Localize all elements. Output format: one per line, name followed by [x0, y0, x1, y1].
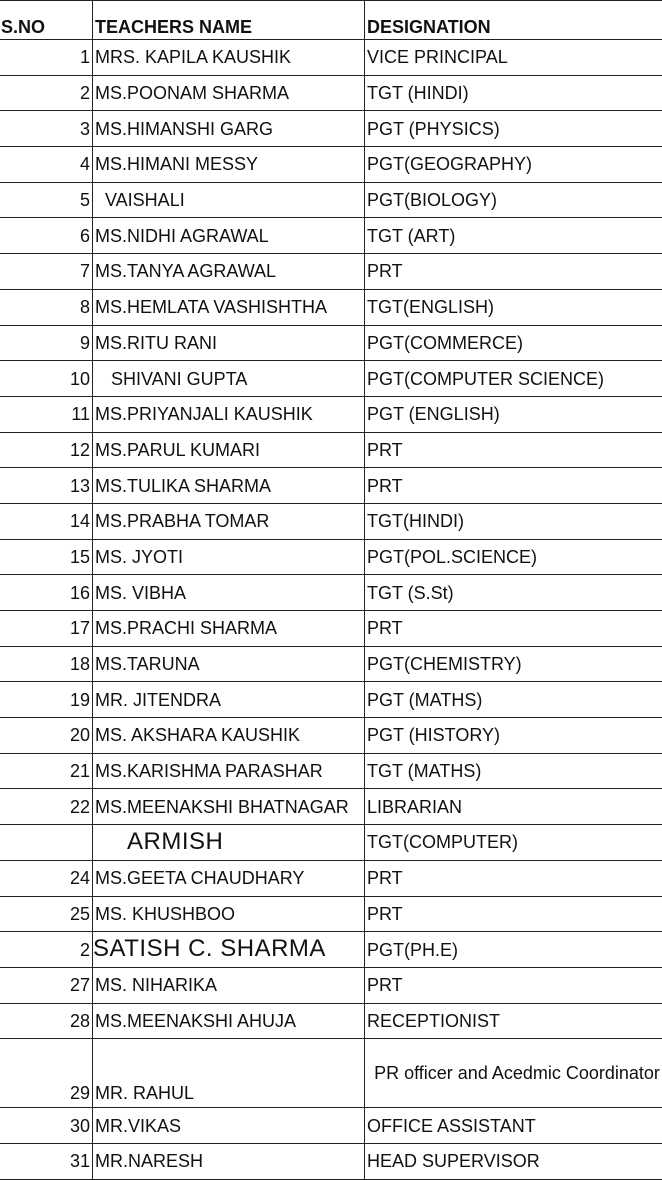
table-row [0, 789, 662, 825]
teacher-name-text: MS.HEMLATA VASHISHTHA [95, 297, 327, 317]
cell-sno: 22 [0, 789, 93, 825]
cell-teacher-name [93, 432, 365, 468]
table-row [0, 325, 662, 361]
cell-designation: PGT (HISTORY) [365, 718, 662, 754]
teacher-name-text: MR.VIKAS [95, 1116, 181, 1136]
cell-designation: PGT(GEOGRAPHY) [365, 147, 662, 183]
cell-sno: 1 [0, 40, 93, 76]
table-body [0, 40, 662, 1180]
cell-sno: 14 [0, 503, 93, 539]
cell-designation: PRT [365, 254, 662, 290]
cell-designation: RECEPTIONIST [365, 1003, 662, 1039]
table-row [0, 753, 662, 789]
cell-designation: TGT (S.St) [365, 575, 662, 611]
table-row [0, 1039, 662, 1108]
teacher-name-text: MS. VIBHA [95, 583, 186, 603]
cell-designation: PGT(CHEMISTRY) [365, 646, 662, 682]
teacher-name-text: MS.KARISHMA PARASHAR [95, 761, 323, 781]
table-row [0, 147, 662, 183]
cell-teacher-name [93, 503, 365, 539]
teacher-name-text: MS.MEENAKSHI BHATNAGAR [95, 797, 349, 817]
cell-designation: PGT(PH.E) [365, 932, 662, 968]
teacher-name-text: MS.TULIKA SHARMA [95, 476, 271, 496]
header-teachers-name: TEACHERS NAME [93, 1, 365, 40]
teacher-name-text: MS.PRABHA TOMAR [95, 511, 269, 531]
cell-teacher-name [93, 539, 365, 575]
cell-designation: PRT [365, 896, 662, 932]
table-row [0, 254, 662, 290]
table-row [0, 432, 662, 468]
table-row [0, 503, 662, 539]
cell-designation: PRT [365, 860, 662, 896]
cell-designation: PGT(COMPUTER SCIENCE) [365, 361, 662, 397]
table-row [0, 1003, 662, 1039]
cell-teacher-name [93, 1143, 365, 1179]
cell-teacher-name [93, 147, 365, 183]
teacher-name-text: MS.GEETA CHAUDHARY [95, 868, 304, 888]
cell-teacher-name [93, 932, 365, 968]
cell-sno: 9 [0, 325, 93, 361]
teacher-name-text: MS. KHUSHBOO [95, 904, 235, 924]
table-row [0, 75, 662, 111]
cell-teacher-name [93, 218, 365, 254]
teacher-name-text: MS. JYOTI [95, 547, 183, 567]
teacher-name-text: MS. NIHARIKA [95, 975, 217, 995]
cell-designation: TGT (MATHS) [365, 753, 662, 789]
header-designation: DESIGNATION [365, 1, 662, 40]
table-row [0, 932, 662, 968]
cell-designation: PRT [365, 432, 662, 468]
cell-sno: 13 [0, 468, 93, 504]
teacher-name-text: MR.NARESH [95, 1151, 203, 1171]
cell-designation: PGT (MATHS) [365, 682, 662, 718]
cell-designation: HEAD SUPERVISOR [365, 1143, 662, 1179]
cell-sno: 28 [0, 1003, 93, 1039]
cell-teacher-name [93, 1003, 365, 1039]
cell-teacher-name [93, 860, 365, 896]
cell-designation: TGT(ENGLISH) [365, 289, 662, 325]
table-row [0, 1143, 662, 1179]
cell-designation: TGT(HINDI) [365, 503, 662, 539]
cell-designation: PGT(BIOLOGY) [365, 182, 662, 218]
table-header [0, 1, 662, 40]
cell-sno: 4 [0, 147, 93, 183]
cell-designation: TGT (HINDI) [365, 75, 662, 111]
cell-teacher-name [93, 111, 365, 147]
cell-sno: 2 [0, 932, 93, 968]
table-row [0, 860, 662, 896]
cell-teacher-name [93, 325, 365, 361]
table-row [0, 361, 662, 397]
table-row [0, 682, 662, 718]
table-row [0, 1108, 662, 1144]
table-row [0, 896, 662, 932]
cell-teacher-name [93, 575, 365, 611]
cell-sno: 27 [0, 967, 93, 1003]
cell-sno: 17 [0, 611, 93, 647]
table-row [0, 468, 662, 504]
cell-sno: 15 [0, 539, 93, 575]
cell-teacher-name [93, 468, 365, 504]
teacher-name-text: ARMISH [127, 828, 223, 855]
header-sno: S.NO [0, 1, 93, 40]
cell-sno: 2 [0, 75, 93, 111]
cell-sno: 21 [0, 753, 93, 789]
table-row [0, 718, 662, 754]
cell-designation: PRT [365, 468, 662, 504]
cell-teacher-name [93, 361, 365, 397]
table-row [0, 182, 662, 218]
cell-sno: 6 [0, 218, 93, 254]
cell-teacher-name [93, 896, 365, 932]
teacher-name-text: MS.HIMANSHI GARG [95, 119, 273, 139]
teacher-name-text: VAISHALI [105, 190, 185, 210]
cell-sno: 7 [0, 254, 93, 290]
cell-teacher-name [93, 289, 365, 325]
cell-sno: 30 [0, 1108, 93, 1144]
table-row [0, 575, 662, 611]
table-row [0, 646, 662, 682]
table-row [0, 825, 662, 861]
table-row [0, 111, 662, 147]
teacher-name-text: MS.HIMANI MESSY [95, 154, 258, 174]
table-row [0, 611, 662, 647]
cell-designation: TGT (ART) [365, 218, 662, 254]
cell-sno: 8 [0, 289, 93, 325]
teacher-name-text: MR. JITENDRA [95, 690, 221, 710]
cell-teacher-name [93, 825, 365, 861]
teacher-name-text: MS.PARUL KUMARI [95, 440, 260, 460]
cell-teacher-name [93, 646, 365, 682]
cell-sno: 24 [0, 860, 93, 896]
table-row [0, 967, 662, 1003]
cell-teacher-name [93, 789, 365, 825]
cell-teacher-name [93, 254, 365, 290]
header-row [0, 1, 662, 40]
cell-sno: 20 [0, 718, 93, 754]
cell-teacher-name [93, 40, 365, 76]
teacher-name-text: MS. AKSHARA KAUSHIK [95, 725, 300, 745]
cell-teacher-name [93, 611, 365, 647]
table-row [0, 539, 662, 575]
cell-teacher-name [93, 75, 365, 111]
cell-designation: PGT(POL.SCIENCE) [365, 539, 662, 575]
teacher-name-text: MS.NIDHI AGRAWAL [95, 226, 269, 246]
cell-teacher-name [93, 753, 365, 789]
teacher-name-text: SATISH C. SHARMA [93, 935, 326, 962]
teacher-name-text: SHIVANI GUPTA [111, 369, 247, 389]
teacher-name-text: MS.PRIYANJALI KAUSHIK [95, 404, 313, 424]
cell-sno: 19 [0, 682, 93, 718]
cell-designation: TGT(COMPUTER) [365, 825, 662, 861]
teacher-name-text: MS.TANYA AGRAWAL [95, 261, 276, 281]
teacher-name-text: MS.POONAM SHARMA [95, 83, 289, 103]
cell-sno: 10 [0, 361, 93, 397]
cell-sno: 16 [0, 575, 93, 611]
cell-teacher-name [93, 718, 365, 754]
teacher-name-text: MS.TARUNA [95, 654, 200, 674]
cell-designation: PRT [365, 611, 662, 647]
teacher-name-text: MRS. KAPILA KAUSHIK [95, 47, 291, 67]
table-row [0, 218, 662, 254]
cell-designation: OFFICE ASSISTANT [365, 1108, 662, 1144]
cell-sno [0, 825, 93, 861]
cell-designation: LIBRARIAN [365, 789, 662, 825]
cell-sno: 12 [0, 432, 93, 468]
teacher-name-text: MS.PRACHI SHARMA [95, 618, 277, 638]
cell-sno: 25 [0, 896, 93, 932]
teacher-name-text: MS.MEENAKSHI AHUJA [95, 1011, 296, 1031]
cell-sno: 11 [0, 396, 93, 432]
table-row [0, 40, 662, 76]
teacher-name-text: MR. RAHUL [95, 1083, 194, 1103]
cell-sno: 18 [0, 646, 93, 682]
cell-teacher-name [93, 182, 365, 218]
table-row [0, 396, 662, 432]
table-row [0, 289, 662, 325]
cell-teacher-name [93, 682, 365, 718]
teacher-name-text: MS.RITU RANI [95, 333, 217, 353]
cell-sno: 5 [0, 182, 93, 218]
cell-teacher-name [93, 967, 365, 1003]
cell-sno: 29 [0, 1039, 93, 1108]
cell-teacher-name [93, 1108, 365, 1144]
cell-sno: 31 [0, 1143, 93, 1179]
cell-sno: 3 [0, 111, 93, 147]
cell-designation: VICE PRINCIPAL [365, 40, 662, 76]
cell-designation: PGT (PHYSICS) [365, 111, 662, 147]
cell-teacher-name [93, 1039, 365, 1108]
cell-designation: PGT(COMMERCE) [365, 325, 662, 361]
cell-designation: PGT (ENGLISH) [365, 396, 662, 432]
cell-designation: PRT [365, 967, 662, 1003]
cell-designation: PR officer and Acedmic Coordinator [365, 1039, 662, 1108]
cell-teacher-name [93, 396, 365, 432]
